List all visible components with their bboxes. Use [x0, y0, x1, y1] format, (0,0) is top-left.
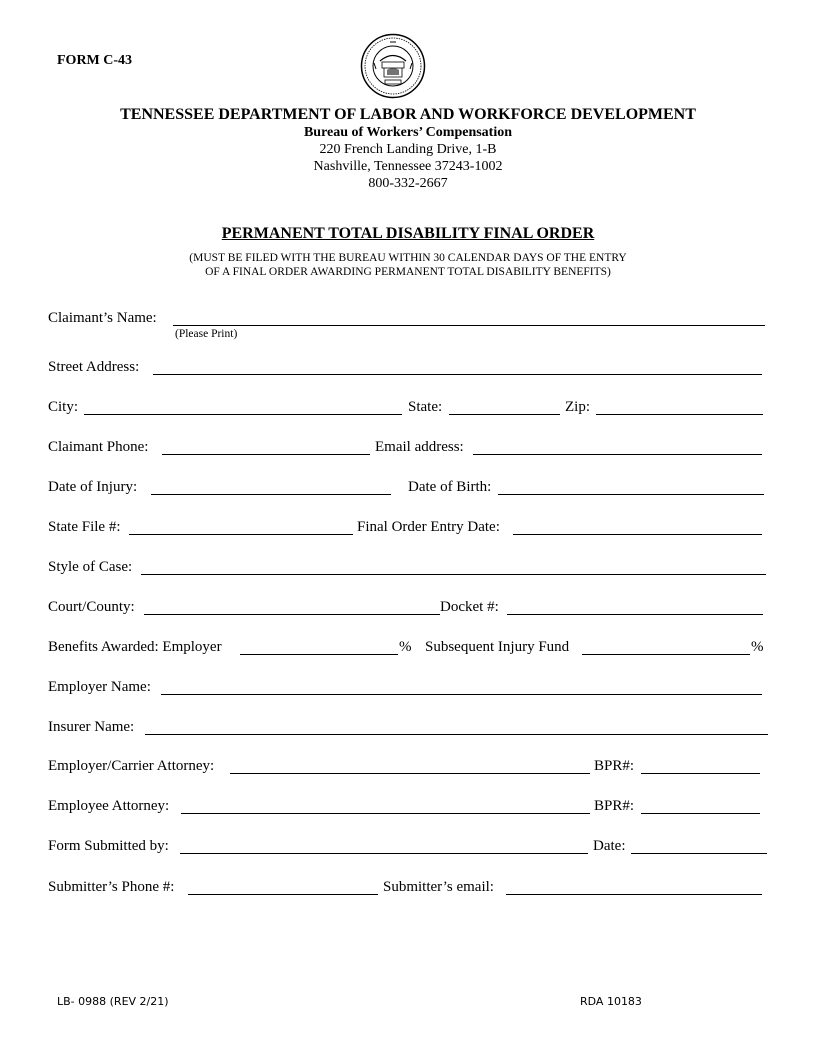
state-file-label: State File #:: [48, 519, 121, 535]
style-of-case-field[interactable]: [141, 574, 766, 575]
fund-percent-sign: %: [751, 639, 764, 655]
rda-number: RDA 10183: [580, 995, 642, 1008]
employer-attorney-field[interactable]: [230, 773, 590, 774]
date-of-injury-label: Date of Injury:: [48, 479, 138, 495]
form-number: FORM C-43: [57, 53, 133, 68]
employee-attorney-bpr-label: BPR#:: [594, 798, 635, 814]
claimant-name-label: Claimant’s Name:: [48, 310, 157, 326]
employer-attorney-bpr-field[interactable]: [641, 773, 760, 774]
state-label: State:: [408, 399, 443, 415]
submitter-email-field[interactable]: [506, 894, 762, 895]
insurer-name-field[interactable]: [145, 734, 768, 735]
final-order-date-field[interactable]: [513, 534, 762, 535]
zip-field[interactable]: [596, 414, 763, 415]
date-field[interactable]: [631, 853, 767, 854]
submitted-by-field[interactable]: [180, 853, 588, 854]
employer-percent-sign: %: [399, 639, 412, 655]
filing-note-line-2: OF A FINAL ORDER AWARDING PERMANENT TOTAL DISABILITY BENEFITS): [205, 266, 611, 278]
state-seal-icon: [360, 33, 426, 99]
zip-label: Zip:: [565, 399, 590, 415]
benefits-employer-label: Benefits Awarded: Employer: [48, 639, 222, 655]
bureau-phone: 800-332-2667: [368, 176, 448, 191]
city-label: City:: [48, 399, 79, 415]
date-of-birth-label: Date of Birth:: [408, 479, 492, 495]
address-line-2: Nashville, Tennessee 37243-1002: [313, 159, 503, 174]
subsequent-injury-fund-field[interactable]: [582, 654, 750, 655]
bureau-name: Bureau of Workers’ Compensation: [303, 125, 513, 140]
submitter-email-label: Submitter’s email:: [383, 879, 494, 895]
email-field[interactable]: [473, 454, 762, 455]
street-address-label: Street Address:: [48, 359, 140, 375]
claimant-phone-field[interactable]: [162, 454, 370, 455]
style-of-case-label: Style of Case:: [48, 559, 133, 575]
state-field[interactable]: [449, 414, 560, 415]
docket-field[interactable]: [507, 614, 763, 615]
employer-name-label: Employer Name:: [48, 679, 151, 695]
submitted-by-label: Form Submitted by:: [48, 838, 169, 854]
employer-attorney-label: Employer/Carrier Attorney:: [48, 758, 215, 774]
claimant-phone-label: Claimant Phone:: [48, 439, 149, 455]
form-revision-code: LB- 0988 (REV 2/21): [57, 995, 169, 1008]
employer-attorney-bpr-label: BPR#:: [594, 758, 635, 774]
email-label: Email address:: [375, 439, 464, 455]
employer-name-field[interactable]: [161, 694, 762, 695]
state-file-field[interactable]: [129, 534, 353, 535]
submitter-phone-field[interactable]: [188, 894, 378, 895]
department-name: TENNESSEE DEPARTMENT OF LABOR AND WORKFORCE DEVELOPMENT: [120, 106, 696, 123]
date-label: Date:: [593, 838, 626, 854]
insurer-name-label: Insurer Name:: [48, 719, 135, 735]
city-field[interactable]: [84, 414, 402, 415]
form-title: PERMANENT TOTAL DISABILITY FINAL ORDER: [221, 225, 595, 242]
submitter-phone-label: Submitter’s Phone #:: [48, 879, 175, 895]
court-county-label: Court/County:: [48, 599, 135, 615]
claimant-name-field[interactable]: [173, 325, 765, 326]
employee-attorney-bpr-field[interactable]: [641, 813, 760, 814]
filing-note-line-1: (MUST BE FILED WITH THE BUREAU WITHIN 30 CALENDAR DAYS OF THE ENTRY: [189, 252, 627, 264]
subsequent-injury-fund-label: Subsequent Injury Fund: [425, 639, 570, 655]
street-address-field[interactable]: [153, 374, 762, 375]
final-order-date-label: Final Order Entry Date:: [357, 519, 500, 535]
employee-attorney-label: Employee Attorney:: [48, 798, 170, 814]
docket-label: Docket #:: [440, 599, 499, 615]
benefits-employer-percent-field[interactable]: [240, 654, 398, 655]
date-of-birth-field[interactable]: [498, 494, 764, 495]
please-print-hint: (Please Print): [175, 328, 238, 340]
employee-attorney-field[interactable]: [181, 813, 590, 814]
date-of-injury-field[interactable]: [151, 494, 391, 495]
address-line-1: 220 French Landing Drive, 1-B: [319, 142, 497, 157]
court-county-field[interactable]: [144, 614, 440, 615]
